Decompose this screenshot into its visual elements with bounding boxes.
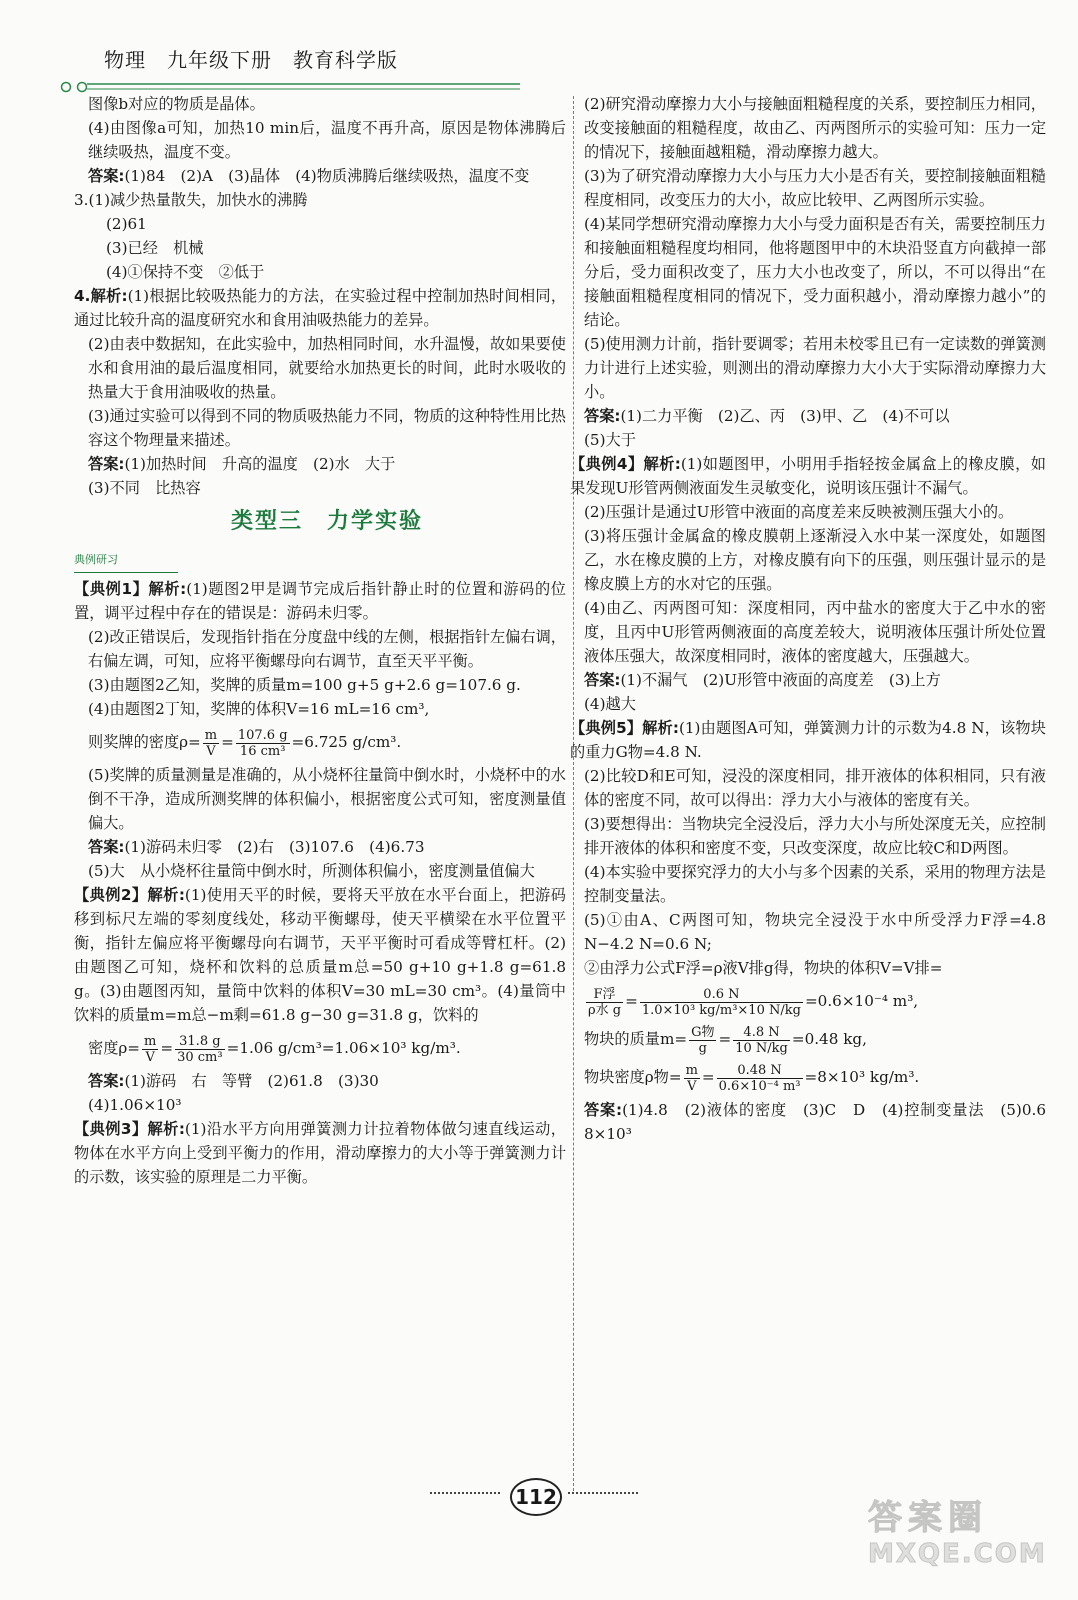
fraction (640, 987, 803, 1018)
eq-text: =0.6×10⁻⁴ m³, (804, 992, 919, 1010)
eq-text: =1.06 g/cm³=1.06×10³ kg/m³. (226, 1039, 461, 1057)
section-title: 类型三 力学实验 (230, 509, 423, 534)
fraction-denominator: 10 N/kg (735, 1040, 788, 1056)
answer-text: (1)游码 右 等臂 (2)61.8 (3)30 (124, 1072, 379, 1090)
text-paragraph: (5)使用测力计前，指针要调零；若用未校零且已有一定读数的弹簧测力计进行上述实验，则测出的滑动摩擦力大小大于实际滑动摩擦力大小。 (584, 335, 1046, 401)
text-paragraph: (4)由题图2丁知，奖牌的体积V=16 mL=16 cm³, (88, 700, 430, 718)
fraction (689, 1025, 716, 1056)
fraction-numerator: m (204, 727, 218, 743)
text-line: 图像b对应的物质是晶体。 (88, 95, 265, 113)
text-paragraph: ②由浮力公式F浮=ρ液V排g得，物块的体积V=V排= (584, 959, 943, 977)
fraction-numerator: 31.8 g (175, 1034, 225, 1050)
eq-text: 则奖牌的密度ρ= (88, 733, 201, 751)
example-text: (1)由题图A可知，弹簧测力计的示数为4.8 N，该物块的重力G物=4.8 N. (570, 719, 1046, 761)
text-paragraph: (3)由题图2乙知，奖牌的质量m=100 g+5 g+2.6 g=107.6 g. (88, 676, 521, 694)
text-paragraph: (3)要想得出：当物块完全浸没后，浮力大小与所处深度无关，应控制排开液体的体积和密度不变，只改变深度，故应比较C和D两图。 (584, 815, 1046, 857)
fraction-denominator: g (698, 1040, 707, 1056)
eq-text: = (625, 992, 638, 1010)
fraction (175, 1034, 225, 1065)
example-3 (74, 1117, 566, 1189)
page-header (60, 40, 520, 92)
fraction-denominator: V (145, 1049, 155, 1065)
text-paragraph: (4)由乙、丙两图可知：深度相同，丙中盐水的密度大于乙中水的密度，且丙中U形管两侧液面的高度差较大，说明液体压强计所处位置液体压强大，故深度相同时，液体的密度越大，压强越大。 (584, 599, 1046, 665)
fraction-numerator: 0.6 N (640, 987, 803, 1003)
fraction (733, 1025, 790, 1056)
answer-label: 答案: (584, 671, 621, 689)
section-tag: 典例研习 (74, 548, 178, 573)
eq-text: = (221, 733, 234, 751)
fraction-numerator: 4.8 N (733, 1025, 790, 1041)
header-title: 物理 九年级下册 教育科学版 (104, 48, 398, 72)
example-1 (74, 577, 566, 625)
text-paragraph: (2)比较D和E可知，浸没的深度相同，排开液体的体积相同，只有液体的密度不同，故可以得出：浮力大小与液体的密度有关。 (584, 767, 1046, 809)
fraction (203, 728, 219, 759)
answer-line-2: (5)大于 (584, 431, 636, 449)
eq-text: = (160, 1039, 174, 1057)
answer-line-2: (4)1.06×10³ (88, 1096, 182, 1114)
example-text: (1)如题图甲，小明用手指轻按金属盒上的橡皮膜，如果发现U形管两侧液面发生灵敏变化，说明该压强计不漏气。 (570, 455, 1046, 497)
eq-text: 物块密度ρ物= (584, 1068, 682, 1086)
watermark-text: 答案圈 (868, 1498, 988, 1538)
eq-text: =6.725 g/cm³. (291, 733, 402, 751)
answer-text: (1)84 (2)A (3)晶体 (4)物质沸腾后继续吸热，温度不变 (124, 167, 530, 185)
text-paragraph: (2)压强计是通过U形管中液面的高度差来反映被测压强大小的。 (584, 503, 1014, 521)
fraction-numerator: F浮 (586, 987, 623, 1003)
right-column (570, 92, 1062, 1146)
answer-label: 答案: (88, 838, 125, 856)
q4-label: 4.解析: (74, 287, 128, 305)
density-equation (584, 1060, 1046, 1094)
fraction-denominator: 16 cm³ (239, 743, 286, 759)
text-paragraph: (4)某同学想研究滑动摩擦力大小与受力面积是否有关，需要控制压力和接触面粗糙程度均相同，他将题图甲中的木块沿竖直方向截掉一部分后，受力面积改变了，压力大小也改变了，所以，不可以得出“在接触面粗糙程度相同的情况下，受力面积越小，滑动摩擦力越小”的结论。 (584, 215, 1046, 329)
answer-label: 答案: (584, 1101, 623, 1119)
example-label: 【典例5】解析: (570, 719, 679, 737)
eq-text: 物块的质量m= (584, 1030, 688, 1048)
example-text: (1)题图2甲是调节完成后指针静止时的位置和游码的位置，调平过程中存在的错误是：游码未归零。 (74, 580, 566, 622)
answer-line (88, 835, 566, 859)
text-paragraph: (4)本实验中要探究浮力的大小与多个因素的关系，采用的物理方法是控制变量法。 (584, 863, 1046, 905)
eq-text: 密度ρ= (88, 1039, 141, 1057)
answer-label: 答案: (88, 167, 125, 185)
fraction-denominator: ρ水 g (588, 1002, 622, 1018)
page-number: 112 (510, 1478, 562, 1516)
column-divider (573, 96, 574, 1491)
density-equation (88, 725, 566, 759)
answer-line-2: (4)越大 (584, 695, 636, 713)
example-label: 【典例3】解析: (74, 1120, 185, 1138)
answer-text: (1)4.8 (2)液体的密度 (3)C D (4)控制变量法 (5)0.6 8×10³ (584, 1101, 1062, 1143)
left-column (74, 92, 567, 1189)
fraction-numerator: 0.48 N (717, 1063, 803, 1079)
answer-text: (1)游码未归零 (2)右 (3)107.6 (4)6.73 (124, 838, 425, 856)
q4-paragraph: (2)由表中数据知，在此实验中，加热相同时间，水升温慢，故如果要使水和食用油的最后温度相同，就要给水加热更长的时间，此时水吸收的热量大于食用油吸收的热量。 (88, 335, 566, 401)
answer-line (584, 1098, 1062, 1146)
q4-analysis (74, 284, 566, 332)
fraction-denominator: 30 cm³ (177, 1049, 223, 1065)
example-label: 【典例2】解析: (74, 886, 185, 904)
mass-equation (584, 1022, 1046, 1056)
answer-line (88, 1069, 566, 1093)
dotted-leader (568, 1492, 638, 1494)
answer-text: (1)二力平衡 (2)乙、丙 (3)甲、乙 (4)不可以 (620, 407, 950, 425)
eq-text: = (718, 1030, 732, 1048)
answer-line-2: (3)不同 比热容 (88, 479, 201, 497)
fraction (586, 987, 623, 1018)
example-label: 【典例4】解析: (570, 455, 681, 473)
text-paragraph: (2)研究滑动摩擦力大小与接触面粗糙程度的关系，要控制压力相同，改变接触面的粗糙程度，故由乙、丙两图所示的实验可知：压力一定的情况下，接触面越粗糙，滑动摩擦力越大。 (584, 95, 1046, 161)
volume-equation (584, 984, 1046, 1018)
fraction-denominator: V (687, 1078, 697, 1094)
answer-label: 答案: (584, 407, 621, 425)
answer-line-2: (5)大 从小烧杯往量筒中倒水时，所测体积偏小，密度测量值偏大 (88, 862, 535, 880)
answer-line (88, 452, 566, 476)
eq-text: = (701, 1068, 715, 1086)
answer-line (584, 404, 1046, 428)
dotted-leader (430, 1492, 500, 1494)
fraction (684, 1063, 700, 1094)
q4-paragraph: (3)通过实验可以得到不同的物质吸热能力不同，物质的这种特性用比热容这个物理量来描述。 (88, 407, 566, 449)
fraction-denominator: 1.0×10³ kg/m³×10 N/kg (641, 1002, 801, 1018)
example-text: (1)使用天平的时候，要将天平放在水平台面上，把游码移到标尺左端的零刻度线处，移动平衡螺母，使天平横梁在水平位置平衡，指针左偏应将平衡螺母向右调节，天平平衡时可看成等臂杠杆。(2)由题图乙可知，烧杯和饮料的总质量m总=50 g+10 g+1.8 g=61.8 g。(3)由题图丙知，量筒中饮料的体积V=30 mL=30 cm³。(4)量筒中饮料的质量m=m总−m剩=61.8 g−30 g=31.8 g，饮料的 (74, 886, 566, 1024)
q3-line: (2)61 (106, 215, 147, 233)
example-5 (570, 716, 1046, 764)
fraction-numerator: m (144, 1033, 157, 1049)
answer-label: 答案: (88, 455, 125, 473)
text-paragraph: (5)奖牌的质量测量是准确的，从小烧杯往量筒中倒水时，小烧杯中的水倒不干净，造成所测奖牌的体积偏小，根据密度公式可知，密度测量值偏大。 (88, 766, 566, 832)
fraction (142, 1034, 158, 1065)
text-paragraph: (5)①由A、C两图可知，物块完全浸没于水中所受浮力F浮=4.8 N−4.2 N=0.6 N; (584, 911, 1046, 953)
fraction-denominator: 0.6×10⁻⁴ m³ (718, 1078, 801, 1094)
example-label: 【典例1】解析: (74, 580, 187, 598)
eq-text: =8×10³ kg/m³. (804, 1068, 920, 1086)
q3-line: (4)①保持不变 ②低于 (106, 263, 265, 281)
q4-text: (1)根据比较吸热能力的方法，在实验过程中控制加热时间相同，通过比较升高的温度研究水和食用油吸热能力的差异。 (74, 287, 567, 329)
example-2 (74, 883, 566, 1027)
answer-line (584, 668, 1046, 692)
watermark-url: MXQE.COM (868, 1539, 1047, 1569)
example-4 (570, 452, 1046, 500)
text-paragraph: (2)改正错误后，发现指针指在分度盘中线的左侧，根据指针左偏右调，右偏左调，可知，应将平衡螺母向右调节，直至天平平衡。 (88, 628, 566, 670)
q3-line: 3.(1)减少热量散失，加快水的沸腾 (74, 191, 308, 209)
answer-text: (1)不漏气 (2)U形管中液面的高度差 (3)上方 (620, 671, 941, 689)
fraction-numerator: G物 (691, 1024, 715, 1040)
text-paragraph: (3)为了研究滑动摩擦力大小与压力大小是否有关，要控制接触面粗糙程度相同，改变压力的大小，故应比较甲、乙两图所示实验。 (584, 167, 1046, 209)
density-equation (88, 1031, 566, 1065)
page-number-badge (430, 1478, 650, 1518)
answer-text: (1)加热时间 升高的温度 (2)水 大于 (124, 455, 396, 473)
fraction-denominator: V (206, 743, 216, 759)
fraction-numerator: m (685, 1062, 698, 1078)
answer-label: 答案: (88, 1072, 125, 1090)
fraction-numerator: 107.6 g (237, 727, 288, 743)
eq-text: =0.48 kg, (791, 1030, 867, 1048)
text-paragraph: (4)由图像a可知，加热10 min后，温度不再升高，原因是物体沸腾后继续吸热，温度不变。 (88, 119, 566, 161)
q3-line: (3)已经 机械 (106, 239, 204, 257)
fraction (717, 1063, 803, 1094)
answer-line (88, 164, 566, 188)
text-paragraph: (3)将压强计金属盒的橡皮膜朝上逐渐浸入水中某一深度处，如题图乙，水在橡皮膜的上方，对橡皮膜有向下的压强，则压强计显示的是橡皮膜上方的水对它的压强。 (584, 527, 1046, 593)
example-text: (1)沿水平方向用弹簧测力计拉着物体做匀速直线运动，物体在水平方向上受到平衡力的作用，滑动摩擦力的大小等于弹簧测力计的示数，该实验的原理是二力平衡。 (74, 1120, 566, 1186)
watermark-logo (868, 1490, 1058, 1570)
fraction (236, 728, 290, 759)
